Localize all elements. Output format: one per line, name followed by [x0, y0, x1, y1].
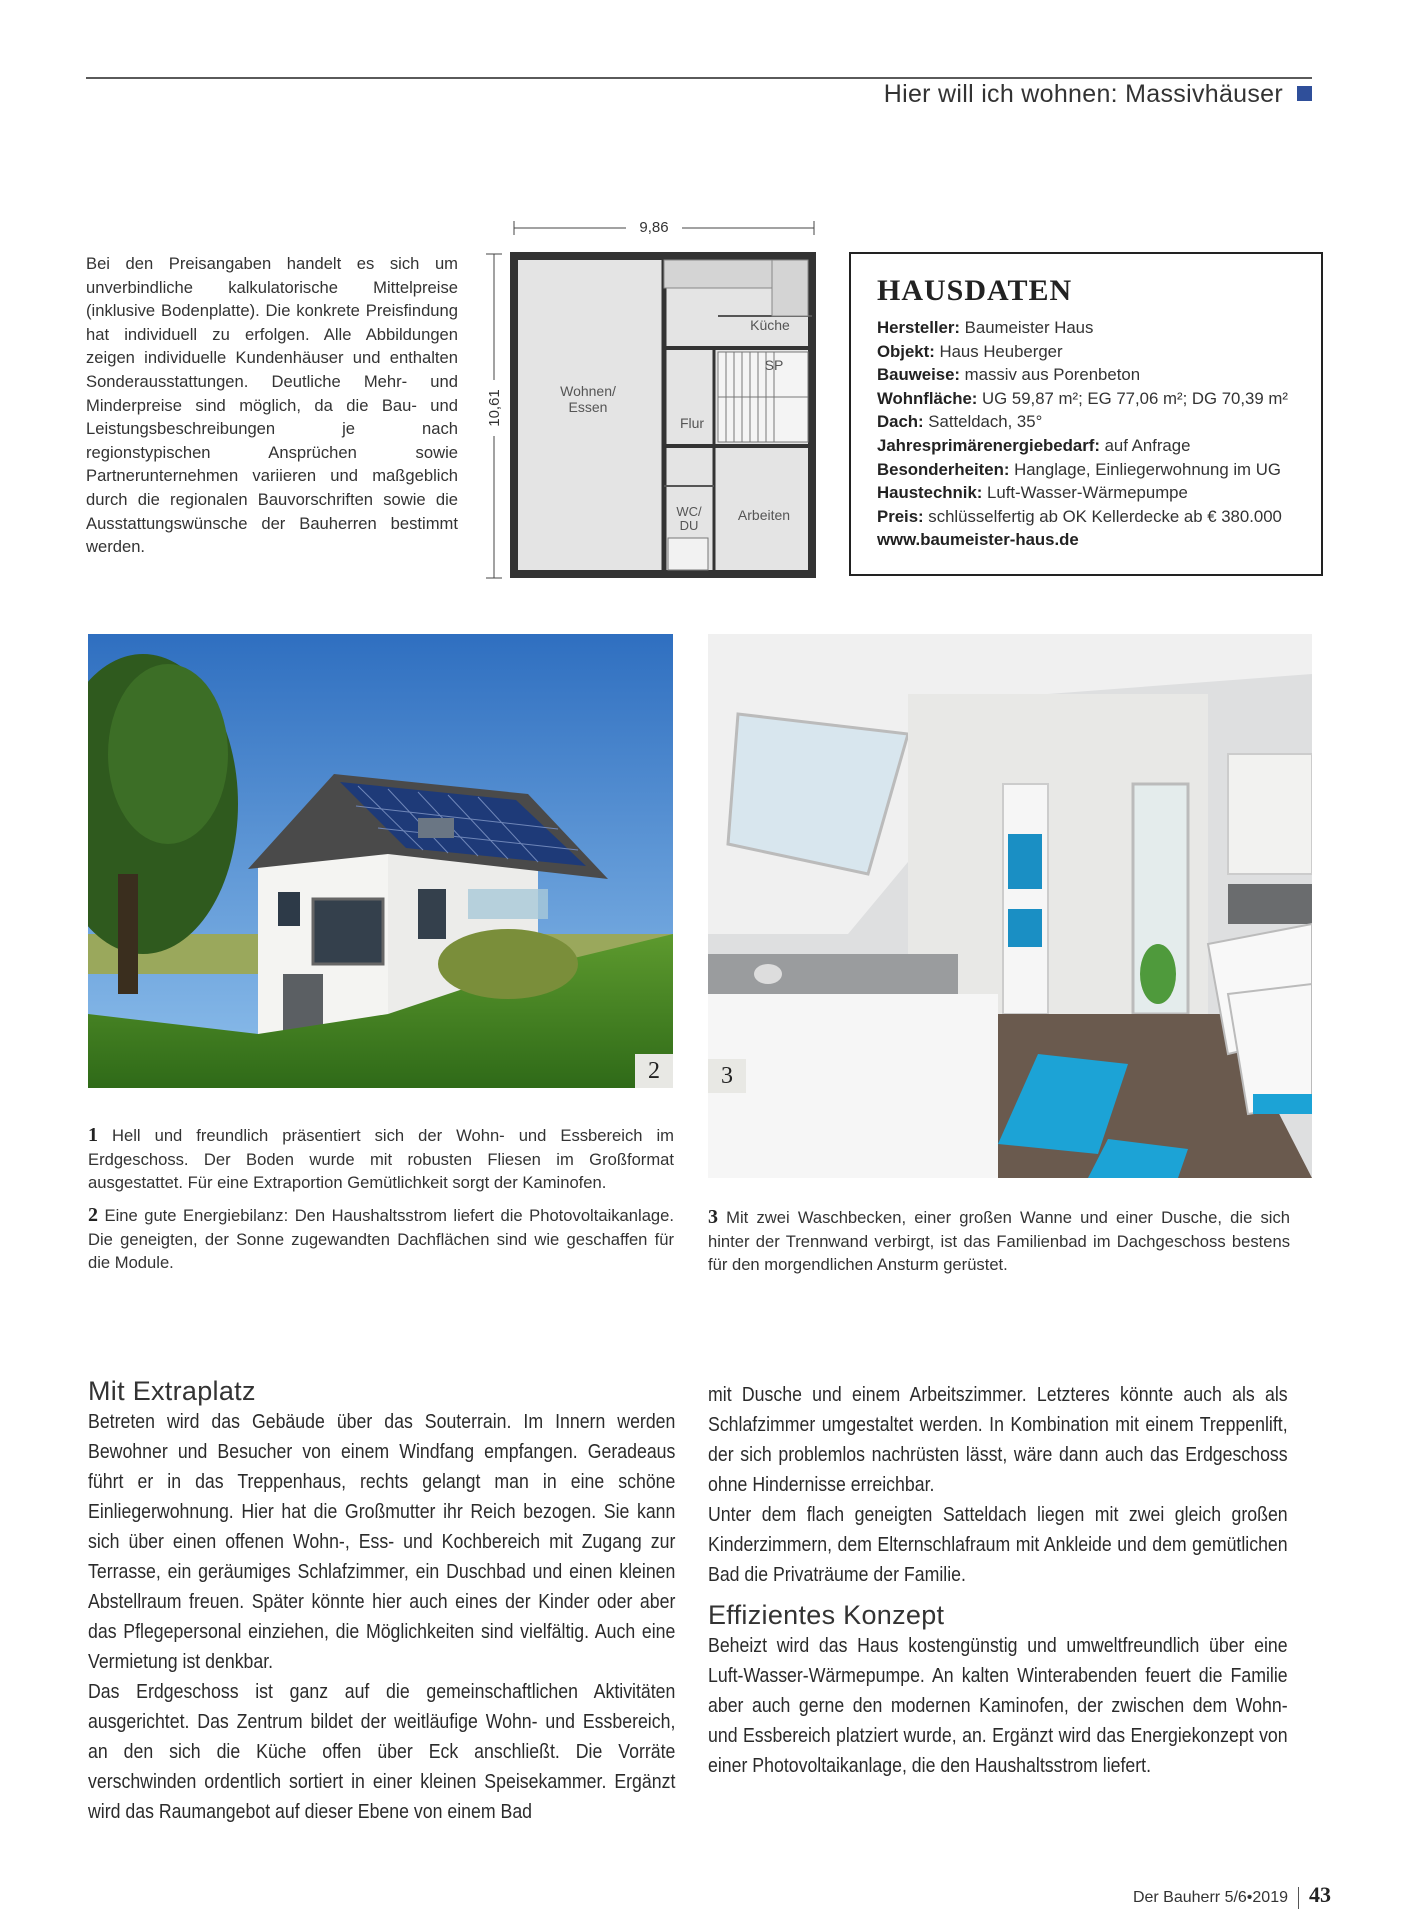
room-label-kueche: Küche	[750, 317, 790, 333]
paragraph: mit Dusche und einem Arbeitszimmer. Letzteres könnte auch als als Schlafzimmer umgestaltet werden. In Kombination mit einem Treppenlift, der sich problemlos nachrüsten lässt, wäre dann auch das Erdgeschoss ohne Hindernisse erreichbar.	[708, 1383, 1288, 1496]
hausdaten-row: Dach: Satteldach, 35°	[877, 412, 1043, 432]
article-column-right	[708, 1380, 1288, 1781]
staircase	[718, 352, 808, 442]
caption-3-text: Mit zwei Waschbecken, einer großen Wanne und einer Dusche, die sich hinter der Trennwand verbirgt, ist das Familienbad im Dachgeschoss bestens für den morgendlichen Ansturm gerüstet.	[708, 1208, 1290, 1274]
caption-1	[88, 1124, 674, 1195]
width-label: 9,86	[639, 219, 669, 236]
hausdaten-row: Hersteller: Baumeister Haus	[877, 318, 1094, 337]
header-rule	[86, 77, 1312, 79]
room-label-wc-1: WC/	[676, 504, 702, 519]
room-label-wohnen-2: Essen	[568, 399, 608, 415]
running-head	[884, 80, 1312, 109]
room-label-flur: Flur	[679, 415, 705, 431]
issue-number: 5/6•2019	[1224, 1889, 1288, 1906]
photo-house-exterior	[88, 634, 673, 1088]
hausdaten-box	[849, 252, 1323, 576]
caption-3	[708, 1206, 1290, 1277]
caption-3-number: 3	[708, 1206, 718, 1228]
height-label: 10,61	[486, 389, 503, 427]
footer-separator	[1298, 1887, 1299, 1909]
room-label-arbeiten: Arbeiten	[737, 507, 791, 523]
hausdaten-row: Jahresprimärenergiebedarf: auf Anfrage	[877, 435, 1191, 455]
article-left-text	[88, 1407, 675, 1827]
caption-1-number: 1	[88, 1124, 98, 1146]
caption-2-text: Eine gute Energiebilanz: Den Haushaltsstrom liefert die Photovoltaikanlage. Die geneigten, der Sonne zugewandten Dachflächen sind wie geschaffen für die Module.	[88, 1206, 674, 1272]
room-label-wohnen-1: Wohnen/	[560, 383, 616, 399]
floor-plan	[478, 218, 818, 583]
room-label-sp: SP	[764, 357, 784, 373]
photo-number-3: 3	[708, 1059, 746, 1093]
section-marker-square	[1297, 86, 1312, 101]
caption-1-text: Hell und freundlich präsentiert sich der Wohn- und Essbereich im Erdgeschoss. Der Boden wurde mit robusten Fliesen im Großformat ausgestattet. Für eine Extraportion Gemütlichkeit sorgt der Kaminofen.	[88, 1126, 674, 1192]
paragraph: Betreten wird das Gebäude über das Souterrain. Im Innern werden Bewohner und Besucher von einem Windfang empfangen. Geradeaus führt er in das Treppenhaus, rechts gelangt man in eine schöne Einliegerwohnung. Hier hat die Großmutter ihr Reich bezogen. Sie kann sich über einen offenen Wohn-, Ess- und Kochbereich mit Zugang zur Terrasse, ein geräumiges Schlafzimmer, ein Duschbad und einen kleinen Abstellraum freuen. Später könnte hier auch eines der Kinder oder aber das Pflegepersonal einziehen, die Möglichkeiten sind vielfältig. Auch eine Vermietung ist denkbar.	[88, 1410, 676, 1673]
hausdaten-row: Objekt: Haus Heuberger	[877, 341, 1063, 361]
price-disclaimer: Bei den Preisangaben handelt es sich um unverbindliche kalkulatorische Mittelpreise (inklusive Bodenplatte). Die konkrete Preisfindung hat individuell zu erfolgen. Alle Abbildungen zeigen individuelle Kundenhäuser und enthalten Sonderausstattungen. Deutliche Mehr- und Minderpreise sind möglich, da die Bau- und Leistungsbeschreibungen je nach regionstypischen Ansprüchen sowie Partnerunternehmen variieren und maßgeblich durch die regionalen Bauvorschriften sowie die Ausstattungswünsche der Bauherren bestimmt werden.	[86, 254, 458, 557]
paragraph: Unter dem flach geneigten Satteldach liegen mit zwei gleich großen Kinderzimmern, dem Elternschlafraum mit Ankleide und dem gemütlichen Bad die Privaträume der Familie.	[708, 1503, 1288, 1586]
article-right-text	[708, 1380, 1288, 1590]
article-column-left	[88, 1376, 676, 1827]
running-head-text: Hier will ich wohnen: Massivhäuser	[883, 80, 1283, 108]
photo-bathroom	[708, 634, 1312, 1178]
page-footer	[1133, 1882, 1331, 1909]
magazine-name: Der Bauherr	[1132, 1889, 1221, 1906]
subhead-effizientes-konzept: Effizientes Konzept	[708, 1600, 945, 1630]
room-label-wc-2: DU	[679, 518, 699, 533]
caption-2-number: 2	[88, 1204, 98, 1226]
paragraph: Beheizt wird das Haus kostengünstig und umweltfreundlich über eine Luft-Wasser-Wärmepumpe. An kalten Winterabenden feuert die Familie aber auch gerne den modernen Kaminofen, der zwischen dem Wohn- und Essbereich platziert wurde, an. Ergänzt wird das Energiekonzept von einer Photovoltaikanlage, die den Haushaltsstrom liefert.	[708, 1634, 1288, 1777]
hausdaten-title: HAUSDATEN	[877, 274, 1073, 307]
hausdaten-website[interactable]: www.baumeister-haus.de	[877, 530, 1079, 550]
photo-number-2: 2	[635, 1054, 673, 1088]
hausdaten-row: Haustechnik: Luft-Wasser-Wärmepumpe	[877, 483, 1188, 503]
caption-2	[88, 1204, 674, 1275]
hausdaten-row: Besonderheiten: Hanglage, Einliegerwohnung im UG	[877, 459, 1281, 479]
hausdaten-row: Wohnfläche: UG 59,87 m²; EG 77,06 m²; DG 70,39 m²	[877, 388, 1288, 408]
hausdaten-row: Preis: schlüsselfertig ab OK Kellerdecke ab € 380.000	[877, 506, 1282, 526]
page-number: 43	[1309, 1882, 1331, 1907]
subhead-mit-extraplatz: Mit Extraplatz	[88, 1376, 256, 1406]
hausdaten-row: Bauweise: massiv aus Porenbeton	[877, 365, 1141, 385]
article-right-text-2	[708, 1631, 1288, 1781]
paragraph: Das Erdgeschoss ist ganz auf die gemeinschaftlichen Aktivitäten ausgerichtet. Das Zentrum bildet der weitläufige Wohn- und Essbereich, an den sich die Küche offen über Eck anschließt. Die Vorräte verschwinden ordentlich sortiert in einer kleinen Speisekammer. Ergänzt wird das Raumangebot auf dieser Ebene von einem Bad	[88, 1680, 676, 1823]
